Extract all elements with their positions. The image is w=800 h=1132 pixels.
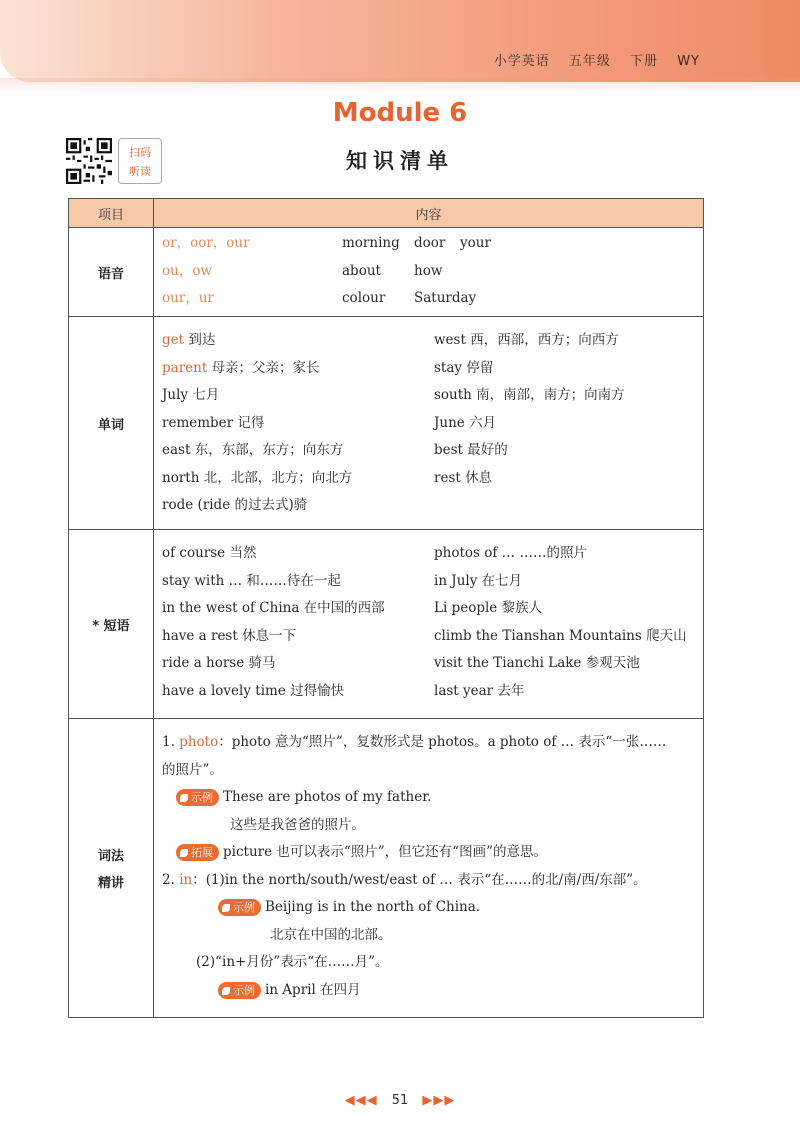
word-line: east 东，东部，东方；向东方 best 最好的 [162,442,508,458]
table-header-row [69,199,704,228]
edition: WY [677,54,700,69]
phrase-line: have a lovely time 过得愉快 last year 去年 [162,682,525,699]
page-footer [0,1093,800,1108]
prev-arrows-icon[interactable]: ◀◀◀ [344,1093,378,1108]
usage-content: 1. photo：photo 意为“照片”，复数形式是 photos。a photo of … 表示“一张…… 的照片”。 示例 These are photos of my father. 这些是我爸爸的照片。 拓展 picture 也可以表示“照片”，但它还有“图画”的意思。 2. in：(1)in the north/south/west/east of … 表示“在……的北/南/西/东部”。 示例 Beijing is in the north of China. 北京在中国的北部。 (2)“in+月份”表示“在……月”。 示例 in April 在四月 [154,719,704,1018]
phrases-content [154,530,704,719]
page-subtitle: 知识清单 [346,149,454,173]
grade: 五年级 [568,54,611,69]
subject: 小学英语 [493,54,550,69]
example-badge: 示例 [218,899,261,916]
phrase-line: ride a horse 骑马 visit the Tianchi Lake 参观天池 [162,655,640,671]
term: 下册 [630,54,659,69]
phrases-label: * 短语 [69,530,154,719]
page-number: 51 [391,1093,409,1108]
usage-label: 词法 精讲 [69,719,154,1018]
usage-item-1: 1. photo：photo 意为“照片”，复数形式是 photos。a photo of … 表示“一张…… [162,734,667,750]
example-badge: 示例 [218,982,261,999]
phrase-line: of course 当然 photos of … ……的照片 [162,545,587,561]
words-content [154,317,704,530]
words-row [69,317,704,530]
phrases-row [69,530,704,719]
usage-example: 示例 in April 在四月 [162,977,703,1005]
col-header-content: 内容 [154,199,704,228]
word-line: rode (ride 的过去式)骑 [162,497,308,513]
word-line: get 到达 west 西，西部，西方；向西方 [162,332,619,348]
pen-icon [180,849,188,857]
word-line: parent 母亲；父亲；家长 stay 停留 [162,359,494,376]
phonics-content [154,228,704,317]
extend-badge: 拓展 [176,844,219,861]
page-title: Module 6 [332,98,468,128]
word-line: July 七月 south 南，南部，南方；向南方 [162,387,625,403]
top-banner [0,0,800,82]
usage-row [69,719,704,1018]
phonics-line: or，oor，our morning door your [162,235,491,251]
pen-icon [222,987,230,995]
word-line: north 北，北部，北方；向北方 rest 休息 [162,469,493,486]
book-info [480,50,700,69]
phonics-row [69,228,704,317]
words-label: 单词 [69,317,154,530]
word-line: remember 记得 June 六月 [162,414,497,431]
usage-extend: 拓展 picture 也可以表示“照片”，但它还有“图画”的意思。 [162,839,703,867]
phrase-line: have a rest 休息一下 climb the Tianshan Mountains 爬天山 [162,627,687,644]
phrase-line: stay with … 和……待在一起 in July 在七月 [162,572,523,589]
phonics-line: our，ur colour Saturday [162,290,477,306]
pen-icon [222,904,230,912]
qr-label: 扫码 听读 [118,138,162,184]
phrase-line: in the west of China 在中国的西部 Li people 黎族人 [162,600,543,616]
usage-example: 示例 These are photos of my father. [162,784,703,812]
example-badge: 示例 [176,789,219,806]
phonics-label: 语音 [69,228,154,317]
phonics-line: ou，ow about how [162,262,443,279]
col-header-item: 项目 [69,199,154,228]
next-arrows-icon[interactable]: ▶▶▶ [422,1093,456,1108]
knowledge-table [68,198,704,1018]
usage-example: 示例 Beijing is in the north of China. [162,894,703,922]
pen-icon [180,794,188,802]
usage-item-2: 2. in：(1)in the north/south/west/east of … 表示“在……的北/南/西/东部”。 [162,871,647,888]
